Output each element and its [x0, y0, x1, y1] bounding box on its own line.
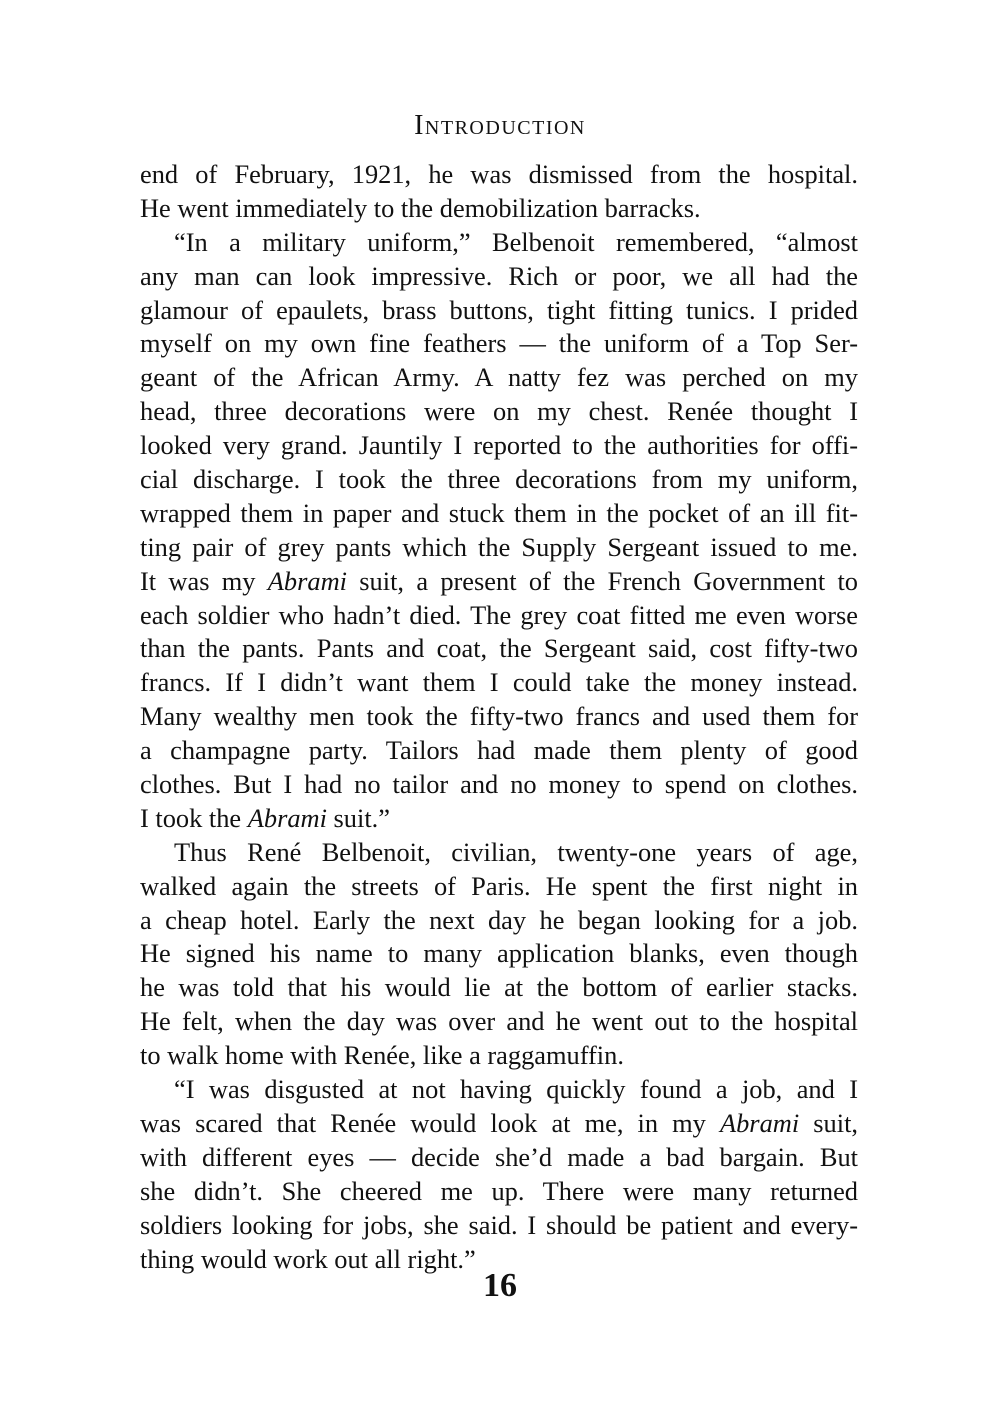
text-line: “I was disgusted at not having quickly found a job, and I	[174, 1074, 858, 1105]
text-line: wrapped them in paper and stuck them in the pocket of an ill fit-	[140, 497, 858, 528]
text-line: walked again the streets of Paris. He spent the first night in	[140, 870, 858, 901]
text-line: myself on my own fine feathers — the uniform of a Top Ser-	[140, 328, 858, 359]
text-line: with different eyes — decide she’d made a bad bargain. But	[140, 1141, 858, 1172]
page-number: 16	[483, 1267, 517, 1304]
text-line: cial discharge. I took the three decorations from my uniform,	[140, 464, 858, 495]
text-line: Thus René Belbenoit, civilian, twenty-one years of age,	[174, 836, 858, 867]
text-line: a cheap hotel. Early the next day he began looking for a job.	[140, 904, 858, 935]
text-line: a champagne party. Tailors had made them plenty of good	[140, 735, 858, 766]
text-line: glamour of epaulets, brass buttons, tight fitting tunics. I prided	[140, 294, 858, 325]
text-line: looked very grand. Jauntily I reported to the authorities for offi-	[140, 430, 858, 461]
running-head: Introduction	[414, 110, 586, 141]
text-line: francs. If I didn’t want them I could take the money instead.	[140, 667, 858, 698]
text-line: It was my Abrami suit, a present of the French Government to	[140, 565, 858, 596]
text-line: clothes. But I had no tailor and no money to spend on clothes.	[140, 769, 858, 800]
text-line: end of February, 1921, he was dismissed from the hospital.	[140, 159, 858, 189]
text-line: ting pair of grey pants which the Supply Sergeant issued to me.	[140, 531, 858, 562]
text-line: He felt, when the day was over and he went out to the hospital	[140, 1006, 858, 1037]
text-line: each soldier who hadn’t died. The grey coat fitted me even worse	[140, 599, 858, 630]
text-line: thing would work out all right.”	[140, 1243, 476, 1274]
text-line: geant of the African Army. A natty fez was perched on my	[140, 362, 858, 393]
text-line: “In a military uniform,” Belbenoit remembered, “almost	[174, 226, 858, 257]
text-line: Many wealthy men took the fifty-two francs and used them for	[140, 701, 858, 732]
text-line: to walk home with Renée, like a raggamuffin.	[140, 1040, 624, 1071]
text-line: was scared that Renée would look at me, in my Abrami suit,	[140, 1107, 858, 1138]
text-line: head, three decorations were on my chest. Renée thought I	[140, 396, 858, 427]
text-line: he was told that his would lie at the bottom of earlier stacks.	[140, 972, 858, 1003]
text-line: He signed his name to many application blanks, even though	[140, 938, 858, 969]
text-line: I took the Abrami suit.”	[140, 802, 390, 833]
text-line: she didn’t. She cheered me up. There were many returned	[140, 1175, 858, 1206]
text-line: than the pants. Pants and coat, the Sergeant said, cost fifty-two	[140, 633, 858, 664]
text-line: soldiers looking for jobs, she said. I should be patient and every-	[140, 1209, 858, 1240]
body-text	[140, 158, 858, 1276]
text-line: any man can look impressive. Rich or poor, we all had the	[140, 260, 858, 291]
text-line: He went immediately to the demobilization barracks.	[140, 192, 701, 223]
